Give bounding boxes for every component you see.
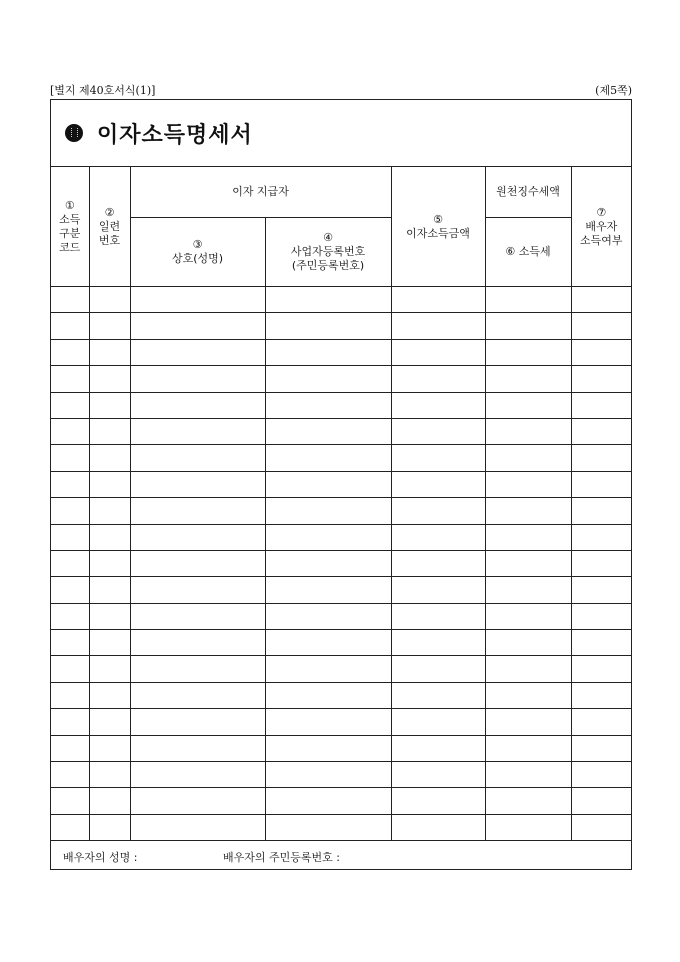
table-cell[interactable] <box>485 498 571 524</box>
table-cell[interactable] <box>571 498 631 524</box>
table-cell[interactable] <box>89 735 130 761</box>
table-cell[interactable] <box>571 339 631 365</box>
table-cell[interactable] <box>51 682 89 708</box>
table-cell[interactable] <box>89 577 130 603</box>
table-row <box>51 313 631 339</box>
table-cell[interactable] <box>571 709 631 735</box>
col-label-5: 이자소득금액 <box>406 226 470 240</box>
table-cell[interactable] <box>130 392 265 418</box>
table-cell[interactable] <box>571 682 631 708</box>
table-cell[interactable] <box>485 577 571 603</box>
table-cell[interactable] <box>571 735 631 761</box>
table-cell[interactable] <box>265 630 391 656</box>
table-cell[interactable] <box>391 313 485 339</box>
table-row <box>51 630 631 656</box>
table-cell[interactable] <box>51 709 89 735</box>
table-cell[interactable] <box>130 603 265 629</box>
table-cell[interactable] <box>485 814 571 840</box>
bullet-icon <box>65 124 83 142</box>
table-cell[interactable] <box>51 603 89 629</box>
table-row <box>51 524 631 550</box>
table-row <box>51 682 631 708</box>
table-cell[interactable] <box>391 630 485 656</box>
table-cell[interactable] <box>485 445 571 471</box>
table-row <box>51 735 631 761</box>
table-cell[interactable] <box>51 287 89 313</box>
col-num-6: ⑥ <box>505 245 516 258</box>
table-cell[interactable] <box>265 392 391 418</box>
table-cell[interactable] <box>391 524 485 550</box>
col-income-tax <box>485 218 571 287</box>
col-num-7: ⑦ <box>596 205 607 219</box>
table-cell[interactable] <box>89 788 130 814</box>
table-cell[interactable] <box>89 550 130 576</box>
col-interest-amount <box>391 167 485 287</box>
table-cell[interactable] <box>485 603 571 629</box>
col-label-7: 배우자 소득여부 <box>580 219 623 247</box>
table-cell[interactable] <box>571 287 631 313</box>
table-cell[interactable] <box>130 630 265 656</box>
table-cell[interactable] <box>391 418 485 444</box>
table-cell[interactable] <box>130 418 265 444</box>
table-cell[interactable] <box>391 287 485 313</box>
table-cell[interactable] <box>51 498 89 524</box>
table-cell[interactable] <box>89 445 130 471</box>
table-cell[interactable] <box>51 366 89 392</box>
table-cell[interactable] <box>130 709 265 735</box>
table-cell[interactable] <box>130 524 265 550</box>
table-cell[interactable] <box>89 498 130 524</box>
table-cell[interactable] <box>391 445 485 471</box>
col-num-2: ② <box>104 205 115 219</box>
table-cell[interactable] <box>485 682 571 708</box>
table-cell[interactable] <box>51 339 89 365</box>
table-cell[interactable] <box>265 709 391 735</box>
table-cell[interactable] <box>130 814 265 840</box>
table-cell[interactable] <box>391 603 485 629</box>
table-cell[interactable] <box>265 366 391 392</box>
table-cell[interactable] <box>130 735 265 761</box>
table-row <box>51 577 631 603</box>
table-cell[interactable] <box>89 339 130 365</box>
table-cell[interactable] <box>51 577 89 603</box>
table-cell[interactable] <box>130 445 265 471</box>
page-reference: (제5쪽) <box>595 84 632 97</box>
table-cell[interactable] <box>265 682 391 708</box>
col-label-3: 상호(성명) <box>171 252 224 265</box>
table-cell[interactable] <box>485 339 571 365</box>
table-cell[interactable] <box>89 814 130 840</box>
table-cell[interactable] <box>51 814 89 840</box>
table-cell[interactable] <box>485 735 571 761</box>
withholding-group-header: 원천징수세액 <box>485 167 571 218</box>
col-num-1: ① <box>64 198 75 212</box>
table-cell[interactable] <box>571 392 631 418</box>
col-label-1: 소득 구분 코드 <box>59 212 81 254</box>
table-cell[interactable] <box>571 814 631 840</box>
table-cell[interactable] <box>51 735 89 761</box>
table-cell[interactable] <box>51 445 89 471</box>
table-cell[interactable] <box>391 682 485 708</box>
table-cell[interactable] <box>265 656 391 682</box>
table-cell[interactable] <box>265 418 391 444</box>
table-cell[interactable] <box>130 788 265 814</box>
table-cell[interactable] <box>89 630 130 656</box>
table-cell[interactable] <box>265 735 391 761</box>
table-row <box>51 392 631 418</box>
col-num-5: ⑤ <box>433 212 443 226</box>
col-serial-number <box>89 167 130 287</box>
table-cell[interactable] <box>51 524 89 550</box>
footer-row <box>51 841 631 869</box>
table-cell[interactable] <box>130 313 265 339</box>
col-label-2: 일련 번호 <box>98 219 121 247</box>
table-cell[interactable] <box>571 445 631 471</box>
table-cell[interactable] <box>391 339 485 365</box>
table-cell[interactable] <box>391 577 485 603</box>
table-row <box>51 709 631 735</box>
interest-income-statement-form <box>50 99 632 870</box>
form-header-line <box>50 82 632 98</box>
table-row <box>51 788 631 814</box>
table-cell[interactable] <box>89 524 130 550</box>
table-cell[interactable] <box>265 550 391 576</box>
table-cell[interactable] <box>51 313 89 339</box>
table-cell[interactable] <box>265 287 391 313</box>
form-title: 이자소득명세서 <box>97 122 253 148</box>
table-row <box>51 366 631 392</box>
table-cell[interactable] <box>391 788 485 814</box>
table-cell[interactable] <box>391 392 485 418</box>
table-cell[interactable] <box>265 445 391 471</box>
spouse-id-label: 배우자의 주민등록번호 : <box>223 851 340 865</box>
table-cell[interactable] <box>391 762 485 788</box>
table-row <box>51 287 631 313</box>
table-row <box>51 656 631 682</box>
table-cell[interactable] <box>571 603 631 629</box>
form-reference: [별지 제40호서식(1)] <box>50 84 156 97</box>
table-body <box>51 287 631 841</box>
table-row <box>51 603 631 629</box>
table-cell[interactable] <box>391 656 485 682</box>
table-cell[interactable] <box>485 630 571 656</box>
table-cell[interactable] <box>130 682 265 708</box>
table-row <box>51 471 631 497</box>
table-cell[interactable] <box>130 550 265 576</box>
table-cell[interactable] <box>51 656 89 682</box>
table-cell[interactable] <box>51 392 89 418</box>
col-num-3: ③ <box>192 238 203 251</box>
table-cell[interactable] <box>265 788 391 814</box>
table-cell[interactable] <box>485 656 571 682</box>
table-cell[interactable] <box>265 524 391 550</box>
title-bar <box>51 100 631 167</box>
table-cell[interactable] <box>89 366 130 392</box>
table-cell[interactable] <box>485 471 571 497</box>
table-cell[interactable] <box>485 418 571 444</box>
table-cell[interactable] <box>391 814 485 840</box>
table-row <box>51 814 631 840</box>
table-cell[interactable] <box>51 630 89 656</box>
table-cell[interactable] <box>485 524 571 550</box>
table-cell[interactable] <box>391 498 485 524</box>
table-row <box>51 762 631 788</box>
table-cell[interactable] <box>130 762 265 788</box>
table-cell[interactable] <box>571 471 631 497</box>
table-cell[interactable] <box>89 603 130 629</box>
table-cell[interactable] <box>51 762 89 788</box>
table-cell[interactable] <box>391 735 485 761</box>
col-business-reg-number <box>265 218 391 287</box>
col-income-type-code <box>51 167 89 287</box>
table-cell[interactable] <box>265 471 391 497</box>
table-cell[interactable] <box>485 287 571 313</box>
table-cell[interactable] <box>130 339 265 365</box>
table-row <box>51 418 631 444</box>
statement-table <box>51 167 631 841</box>
table-cell[interactable] <box>265 498 391 524</box>
table-cell[interactable] <box>51 471 89 497</box>
table-cell[interactable] <box>391 550 485 576</box>
table-row <box>51 339 631 365</box>
spouse-name-label: 배우자의 성명 : <box>63 851 138 865</box>
table-cell[interactable] <box>485 788 571 814</box>
table-cell[interactable] <box>571 418 631 444</box>
table-cell[interactable] <box>571 550 631 576</box>
table-cell[interactable] <box>265 762 391 788</box>
table-cell[interactable] <box>391 709 485 735</box>
table-cell[interactable] <box>571 788 631 814</box>
table-cell[interactable] <box>265 339 391 365</box>
table-row <box>51 445 631 471</box>
table-cell[interactable] <box>485 392 571 418</box>
table-cell[interactable] <box>89 471 130 497</box>
table-cell[interactable] <box>571 656 631 682</box>
table-cell[interactable] <box>51 418 89 444</box>
table-cell[interactable] <box>571 577 631 603</box>
table-cell[interactable] <box>485 709 571 735</box>
table-cell[interactable] <box>89 287 130 313</box>
col-label-6: 소득세 <box>518 245 551 258</box>
col-company-name <box>130 218 265 287</box>
table-cell[interactable] <box>265 814 391 840</box>
table-cell[interactable] <box>485 762 571 788</box>
col-num-4: ④ <box>323 231 333 244</box>
col-label-4: 사업자등록번호 (주민등록번호) <box>290 245 366 272</box>
table-cell[interactable] <box>89 656 130 682</box>
table-cell[interactable] <box>485 550 571 576</box>
table-cell[interactable] <box>130 366 265 392</box>
table-cell[interactable] <box>130 656 265 682</box>
table-cell[interactable] <box>265 577 391 603</box>
table-cell[interactable] <box>89 313 130 339</box>
table-cell[interactable] <box>571 366 631 392</box>
table-cell[interactable] <box>51 550 89 576</box>
table-cell[interactable] <box>89 682 130 708</box>
table-cell[interactable] <box>130 577 265 603</box>
table-cell[interactable] <box>265 313 391 339</box>
table-cell[interactable] <box>391 366 485 392</box>
table-cell[interactable] <box>265 603 391 629</box>
table-row <box>51 498 631 524</box>
table-cell[interactable] <box>130 287 265 313</box>
payer-group-header: 이자 지급자 <box>130 167 391 218</box>
table-cell[interactable] <box>571 313 631 339</box>
table-cell[interactable] <box>130 471 265 497</box>
table-cell[interactable] <box>571 762 631 788</box>
table-cell[interactable] <box>485 313 571 339</box>
table-cell[interactable] <box>485 366 571 392</box>
table-cell[interactable] <box>89 418 130 444</box>
table-cell[interactable] <box>391 471 485 497</box>
table-cell[interactable] <box>89 762 130 788</box>
table-cell[interactable] <box>571 630 631 656</box>
table-cell[interactable] <box>571 524 631 550</box>
table-row <box>51 550 631 576</box>
col-spouse-income <box>571 167 631 287</box>
table-cell[interactable] <box>89 392 130 418</box>
table-cell[interactable] <box>130 498 265 524</box>
table-cell[interactable] <box>51 788 89 814</box>
table-cell[interactable] <box>89 709 130 735</box>
